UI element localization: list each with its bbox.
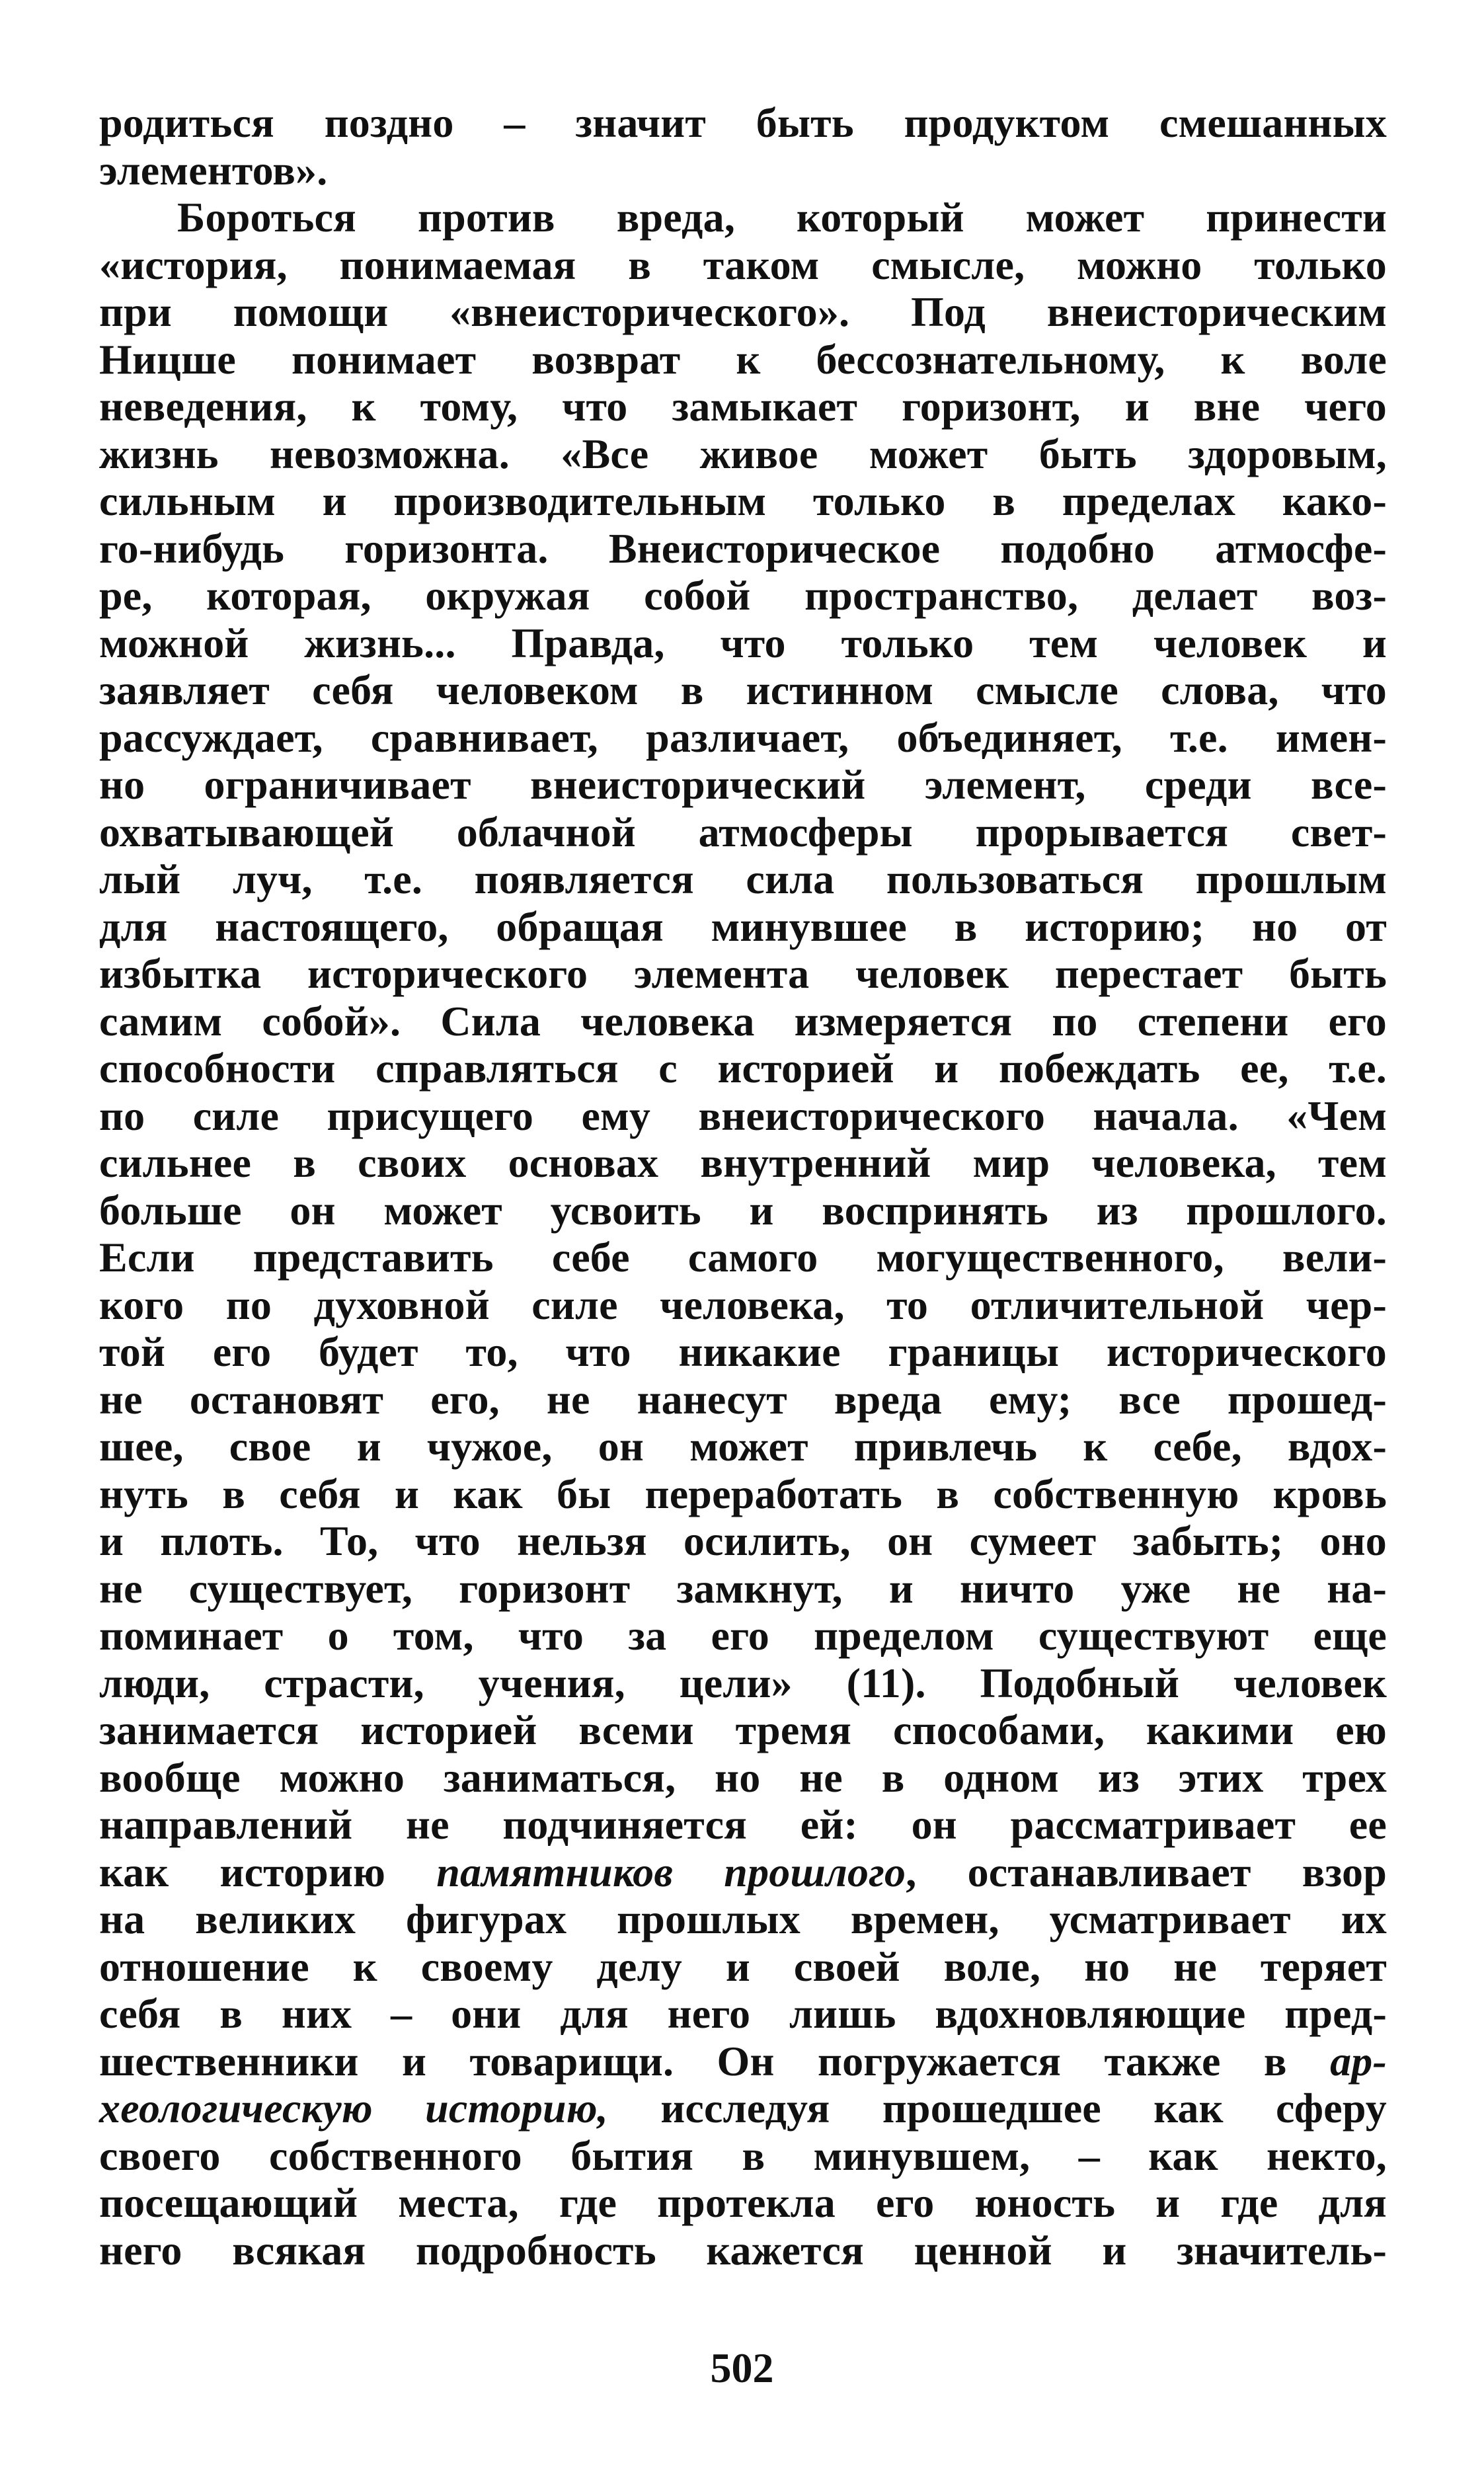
text-line: поминает о том, что за его пределом существуют еще	[99, 1612, 1387, 1659]
text-line: сильным и производительным только в пределах како-	[99, 477, 1387, 524]
text-line: кого по духовной силе человека, то отличительной чер-	[99, 1281, 1387, 1328]
text-segment: как историю	[99, 1848, 437, 1895]
text-line: родиться поздно – значит быть продуктом смешанных	[99, 99, 1387, 146]
text-line: люди, страсти, учения, цели» (11). Подобный человек	[99, 1659, 1387, 1706]
text-line: лый луч, т.е. появляется сила пользоваться прошлым	[99, 856, 1387, 902]
text-line: отношение к своему делу и своей воле, но не теряет	[99, 1942, 1387, 1990]
text-line: ре, которая, окружая собой пространство, делает воз-	[99, 572, 1387, 619]
text-line	[99, 1849, 1387, 1896]
text-line: самим собой». Сила человека измеряется по степени его	[99, 997, 1387, 1045]
page-number: 502	[710, 2344, 774, 2391]
text-line: заявляет себя человеком в истинном смысле слова, что	[99, 666, 1387, 713]
text-line	[99, 2085, 1387, 2132]
text-line: охватывающей облачной атмосферы прорывается свет-	[99, 808, 1387, 856]
italic-term: хеологическую историю,	[99, 2085, 608, 2132]
text-line: себя в них – они для него лишь вдохновляющие пред-	[99, 1990, 1387, 2037]
text-segment: шественники и товарищи. Он погружается также в	[99, 2037, 1331, 2085]
text-line: на великих фигурах прошлых времен, усматривает их	[99, 1895, 1387, 1942]
text-line: Бороться против вреда, который может принести	[177, 194, 1387, 241]
text-line: и плоть. То, что нельзя осилить, он сумеет забыть; оно	[99, 1517, 1387, 1564]
text-line: вообще можно заниматься, но не в одном из этих трех	[99, 1753, 1387, 1801]
text-line: элементов».	[99, 146, 328, 194]
italic-term: памятников прошлого	[436, 1848, 906, 1895]
text-line: нуть в себя и как бы переработать в собственную кровь	[99, 1470, 1387, 1517]
text-line: той его будет то, что никакие границы исторического	[99, 1328, 1387, 1375]
text-line: Ницше понимает возврат к бессознательному, к воле	[99, 335, 1387, 383]
text-line: избытка исторического элемента человек перестает быть	[99, 950, 1387, 997]
text-line: по силе присущего ему внеисторического начала. «Чем	[99, 1092, 1387, 1139]
italic-term: ар-	[1330, 2037, 1387, 2085]
text-line: своего собственного бытия в минувшем, – как некто,	[99, 2132, 1387, 2179]
text-line: для настоящего, обращая минувшее в историю; но от	[99, 902, 1387, 950]
text-line: жизнь невозможна. «Все живое может быть здоровым,	[99, 430, 1387, 477]
text-line: можной жизнь... Правда, что только тем человек и	[99, 619, 1387, 666]
text-line: больше он может усвоить и воспринять из прошлого.	[99, 1186, 1387, 1234]
text-line: занимается историей всеми тремя способами, какими ею	[99, 1706, 1387, 1753]
text-line: го-нибудь горизонта. Внеисторическое подобно атмосфе-	[99, 524, 1387, 572]
text-line: способности справляться с историей и побеждать ее, т.е.	[99, 1045, 1387, 1092]
text-segment: , останавливает взор	[906, 1848, 1387, 1895]
text-line: сильнее в своих основах внутренний мир человека, тем	[99, 1139, 1387, 1186]
text-line: «история, понимаемая в таком смысле, можно только	[99, 241, 1387, 288]
text-line: не существует, горизонт замкнут, и ничто уже не на-	[99, 1564, 1387, 1612]
text-line: не остановят его, не нанесут вреда ему; все прошед-	[99, 1375, 1387, 1423]
text-line: шее, свое и чужое, он может привлечь к себе, вдох-	[99, 1423, 1387, 1470]
text-body	[99, 99, 1387, 2274]
text-line: при помощи «внеисторического». Под внеисторическим	[99, 288, 1387, 335]
text-line: но ограничивает внеисторический элемент, среди все-	[99, 761, 1387, 808]
text-segment: исследуя прошедшее как сферу	[607, 2085, 1387, 2132]
text-line	[99, 2038, 1387, 2085]
text-line: неведения, к тому, что замыкает горизонт, и вне чего	[99, 383, 1387, 430]
text-line: него всякая подробность кажется ценной и значитель-	[99, 2226, 1387, 2274]
text-line: Если представить себе самого могущественного, вели-	[99, 1234, 1387, 1281]
text-line: направлений не подчиняется ей: он рассматривает ее	[99, 1801, 1387, 1848]
text-line: посещающий места, где протекла его юность и где для	[99, 2179, 1387, 2226]
text-line: рассуждает, сравнивает, различает, объединяет, т.е. имен-	[99, 713, 1387, 761]
